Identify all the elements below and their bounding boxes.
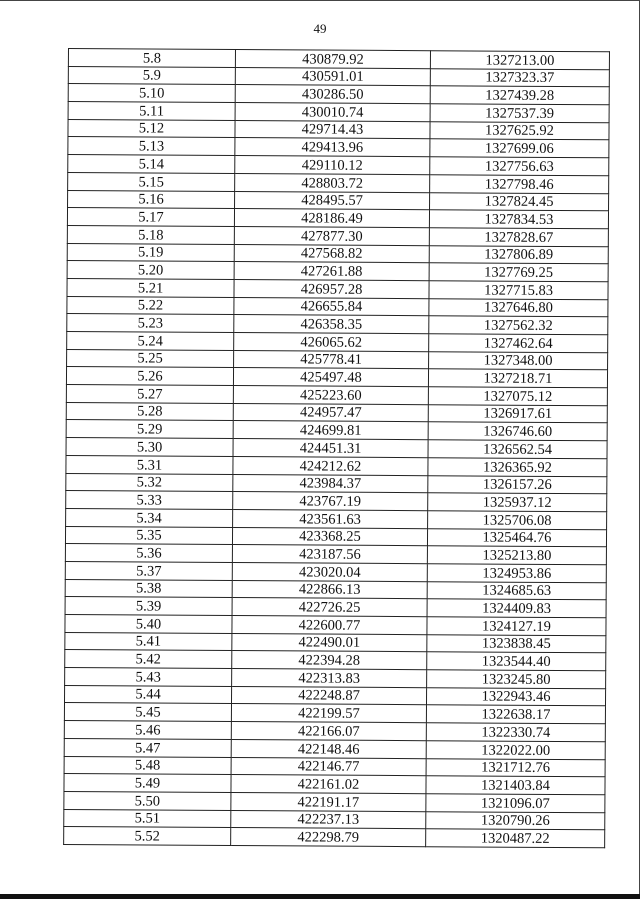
- y-coordinate-cell: 1326562.54: [428, 440, 607, 459]
- y-coordinate-cell: 1322943.46: [426, 687, 605, 706]
- y-coordinate-cell: 1327715.83: [429, 281, 608, 300]
- point-number-cell: 5.33: [66, 491, 233, 510]
- point-number-cell: 5.47: [64, 738, 231, 757]
- x-coordinate-cell: 424957.47: [233, 403, 428, 422]
- page-number: 49: [313, 21, 327, 36]
- x-coordinate-cell: 426655.84: [234, 297, 429, 316]
- y-coordinate-cell: 1325213.80: [427, 546, 606, 565]
- point-number-cell: 5.9: [68, 66, 235, 85]
- point-number-cell: 5.25: [67, 349, 234, 368]
- x-coordinate-cell: 427568.82: [234, 244, 429, 263]
- coordinates-table: [63, 48, 610, 848]
- x-coordinate-cell: 429110.12: [235, 156, 430, 175]
- y-coordinate-cell: 1327075.12: [428, 387, 607, 406]
- x-coordinate-cell: 422298.79: [231, 828, 426, 847]
- y-coordinate-cell: 1327834.53: [429, 210, 608, 229]
- x-coordinate-cell: 422248.87: [231, 686, 426, 705]
- x-coordinate-cell: 428495.57: [235, 191, 430, 210]
- x-coordinate-cell: 423187.56: [232, 545, 427, 564]
- point-number-cell: 5.48: [64, 756, 231, 775]
- x-coordinate-cell: 423767.19: [233, 492, 428, 511]
- x-coordinate-cell: 430286.50: [235, 85, 430, 104]
- point-number-cell: 5.45: [64, 703, 231, 722]
- point-number-cell: 5.10: [68, 84, 235, 103]
- y-coordinate-cell: 1324953.86: [427, 564, 606, 583]
- y-coordinate-cell: 1327828.67: [429, 228, 608, 247]
- y-coordinate-cell: 1327769.25: [429, 263, 608, 282]
- x-coordinate-cell: 425778.41: [234, 350, 429, 369]
- point-number-cell: 5.42: [65, 650, 232, 669]
- point-number-cell: 5.39: [65, 597, 232, 616]
- point-number-cell: 5.37: [65, 561, 232, 580]
- x-coordinate-cell: 428186.49: [234, 209, 429, 228]
- point-number-cell: 5.8: [68, 49, 235, 68]
- y-coordinate-cell: 1325464.76: [427, 528, 606, 547]
- point-number-cell: 5.34: [66, 508, 233, 527]
- y-coordinate-cell: 1327646.80: [429, 298, 608, 317]
- y-coordinate-cell: 1326157.26: [428, 475, 607, 494]
- x-coordinate-cell: 428803.72: [235, 173, 430, 192]
- x-coordinate-cell: 430879.92: [235, 50, 430, 69]
- y-coordinate-cell: 1325706.08: [428, 511, 607, 530]
- x-coordinate-cell: 429714.43: [235, 120, 430, 139]
- x-coordinate-cell: 424212.62: [233, 456, 428, 475]
- y-coordinate-cell: 1327323.37: [430, 68, 609, 87]
- point-number-cell: 5.14: [68, 155, 235, 174]
- x-coordinate-cell: 422490.01: [232, 633, 427, 652]
- y-coordinate-cell: 1321712.76: [426, 758, 605, 777]
- y-coordinate-cell: 1320790.26: [426, 811, 605, 830]
- point-number-cell: 5.19: [67, 243, 234, 262]
- point-number-cell: 5.36: [65, 544, 232, 563]
- y-coordinate-cell: 1324409.83: [427, 599, 606, 618]
- y-coordinate-cell: 1324127.19: [427, 617, 606, 636]
- point-number-cell: 5.49: [64, 774, 231, 793]
- y-coordinate-cell: 1323544.40: [427, 652, 606, 671]
- point-number-cell: 5.52: [64, 827, 231, 846]
- y-coordinate-cell: 1327562.32: [429, 316, 608, 335]
- point-number-cell: 5.28: [66, 402, 233, 421]
- point-number-cell: 5.24: [67, 331, 234, 350]
- y-coordinate-cell: 1320487.22: [426, 829, 605, 848]
- point-number-cell: 5.23: [67, 314, 234, 333]
- y-coordinate-cell: 1327756.63: [430, 157, 609, 176]
- point-number-cell: 5.43: [65, 668, 232, 687]
- coordinates-table-body: [64, 49, 610, 848]
- y-coordinate-cell: 1321096.07: [426, 794, 605, 813]
- y-coordinate-cell: 1327625.92: [430, 121, 609, 140]
- x-coordinate-cell: 423368.25: [232, 527, 427, 546]
- y-coordinate-cell: 1325937.12: [428, 493, 607, 512]
- point-number-cell: 5.16: [68, 190, 235, 209]
- y-coordinate-cell: 1327806.89: [429, 245, 608, 264]
- point-number-cell: 5.44: [64, 685, 231, 704]
- point-number-cell: 5.21: [67, 278, 234, 297]
- point-number-cell: 5.31: [66, 455, 233, 474]
- point-number-cell: 5.27: [66, 385, 233, 404]
- point-number-cell: 5.20: [67, 261, 234, 280]
- x-coordinate-cell: 425223.60: [233, 386, 428, 405]
- page-border-top: [0, 0, 640, 1]
- y-coordinate-cell: 1327218.71: [428, 369, 607, 388]
- point-number-cell: 5.30: [66, 438, 233, 457]
- x-coordinate-cell: 427877.30: [234, 226, 429, 245]
- y-coordinate-cell: 1324685.63: [427, 581, 606, 600]
- point-number-cell: 5.38: [65, 579, 232, 598]
- point-number-cell: 5.13: [68, 137, 235, 156]
- x-coordinate-cell: 427261.88: [234, 262, 429, 281]
- point-number-cell: 5.15: [68, 172, 235, 191]
- point-number-cell: 5.41: [65, 632, 232, 651]
- x-coordinate-cell: 422726.25: [232, 598, 427, 617]
- point-number-cell: 5.22: [67, 296, 234, 315]
- point-number-cell: 5.29: [66, 420, 233, 439]
- x-coordinate-cell: 424699.81: [233, 421, 428, 440]
- x-coordinate-cell: 422199.57: [231, 704, 426, 723]
- x-coordinate-cell: 422394.28: [232, 651, 427, 670]
- x-coordinate-cell: 423020.04: [232, 562, 427, 581]
- x-coordinate-cell: 423984.37: [233, 474, 428, 493]
- x-coordinate-cell: 422866.13: [232, 580, 427, 599]
- y-coordinate-cell: 1327824.45: [430, 192, 609, 211]
- y-coordinate-cell: 1321403.84: [426, 776, 605, 795]
- y-coordinate-cell: 1327462.64: [429, 334, 608, 353]
- point-number-cell: 5.50: [64, 791, 231, 810]
- x-coordinate-cell: 422600.77: [232, 616, 427, 635]
- y-coordinate-cell: 1326365.92: [428, 458, 607, 477]
- point-number-cell: 5.18: [67, 225, 234, 244]
- point-number-cell: 5.32: [66, 473, 233, 492]
- table-row: [64, 827, 605, 848]
- point-number-cell: 5.17: [67, 208, 234, 227]
- point-number-cell: 5.11: [68, 102, 235, 121]
- point-number-cell: 5.40: [65, 614, 232, 633]
- y-coordinate-cell: 1322330.74: [426, 723, 605, 742]
- x-coordinate-cell: 422191.17: [231, 792, 426, 811]
- page-border-bottom: [0, 894, 640, 899]
- x-coordinate-cell: 430010.74: [235, 103, 430, 122]
- x-coordinate-cell: 426957.28: [234, 279, 429, 298]
- y-coordinate-cell: 1322022.00: [426, 741, 605, 760]
- y-coordinate-cell: 1327699.06: [430, 139, 609, 158]
- x-coordinate-cell: 426358.35: [234, 315, 429, 334]
- y-coordinate-cell: 1326917.61: [428, 404, 607, 423]
- y-coordinate-cell: 1323245.80: [427, 670, 606, 689]
- x-coordinate-cell: 422148.46: [231, 739, 426, 758]
- x-coordinate-cell: 424451.31: [233, 439, 428, 458]
- y-coordinate-cell: 1327348.00: [429, 351, 608, 370]
- x-coordinate-cell: 422237.13: [231, 810, 426, 829]
- y-coordinate-cell: 1323838.45: [427, 634, 606, 653]
- y-coordinate-cell: 1327798.46: [430, 175, 609, 194]
- x-coordinate-cell: 423561.63: [233, 509, 428, 528]
- y-coordinate-cell: 1326746.60: [428, 422, 607, 441]
- x-coordinate-cell: 422146.77: [231, 757, 426, 776]
- y-coordinate-cell: 1327213.00: [430, 51, 609, 70]
- point-number-cell: 5.46: [64, 721, 231, 740]
- y-coordinate-cell: 1327537.39: [430, 104, 609, 123]
- x-coordinate-cell: 426065.62: [234, 333, 429, 352]
- x-coordinate-cell: 429413.96: [235, 138, 430, 157]
- y-coordinate-cell: 1327439.28: [430, 86, 609, 105]
- x-coordinate-cell: 422313.83: [232, 669, 427, 688]
- x-coordinate-cell: 422166.07: [231, 722, 426, 741]
- x-coordinate-cell: 425497.48: [233, 368, 428, 387]
- x-coordinate-cell: 422161.02: [231, 775, 426, 794]
- point-number-cell: 5.35: [65, 526, 232, 545]
- point-number-cell: 5.12: [68, 119, 235, 138]
- point-number-cell: 5.51: [64, 809, 231, 828]
- point-number-cell: 5.26: [66, 367, 233, 386]
- x-coordinate-cell: 430591.01: [235, 67, 430, 86]
- y-coordinate-cell: 1322638.17: [426, 705, 605, 724]
